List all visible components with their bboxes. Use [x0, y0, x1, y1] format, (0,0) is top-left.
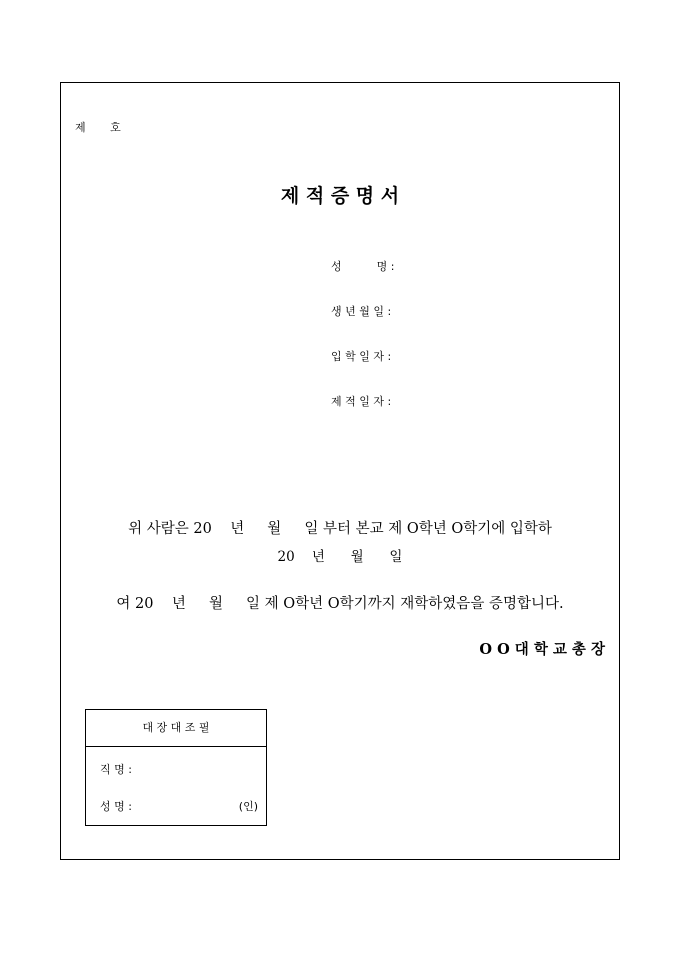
- field-expulsion-date: 제 적 일 자 :: [331, 395, 392, 408]
- page-title: 제 적 증 명 서: [280, 185, 400, 207]
- document-number: 제 호: [75, 121, 121, 134]
- field-birthdate: 생 년 월 일 :: [331, 305, 392, 318]
- issue-date: 20 년 월 일: [277, 549, 403, 565]
- seal-mark: (인): [238, 800, 258, 813]
- certificate-frame: [60, 82, 620, 860]
- verification-box-header: 대 장 대 조 필: [86, 710, 266, 747]
- certificate-body: [61, 467, 619, 667]
- university-president-signature: O O 대 학 교 총 장: [479, 641, 605, 658]
- verification-box: [85, 709, 267, 826]
- body-line-2: 여 20 년 월 일 제 O학년 O학기까지 재학하였음을 증명합니다.: [116, 596, 564, 612]
- field-name: 성 명 :: [331, 260, 395, 273]
- verification-name-label: 성 명 :: [100, 800, 132, 813]
- body-line-1: 위 사람은 20 년 월 일 부터 본교 제 O학년 O학기에 입학하: [128, 521, 552, 537]
- field-admission-date: 입 학 일 자 :: [331, 350, 392, 363]
- verification-position-label: 직 명 :: [100, 763, 132, 776]
